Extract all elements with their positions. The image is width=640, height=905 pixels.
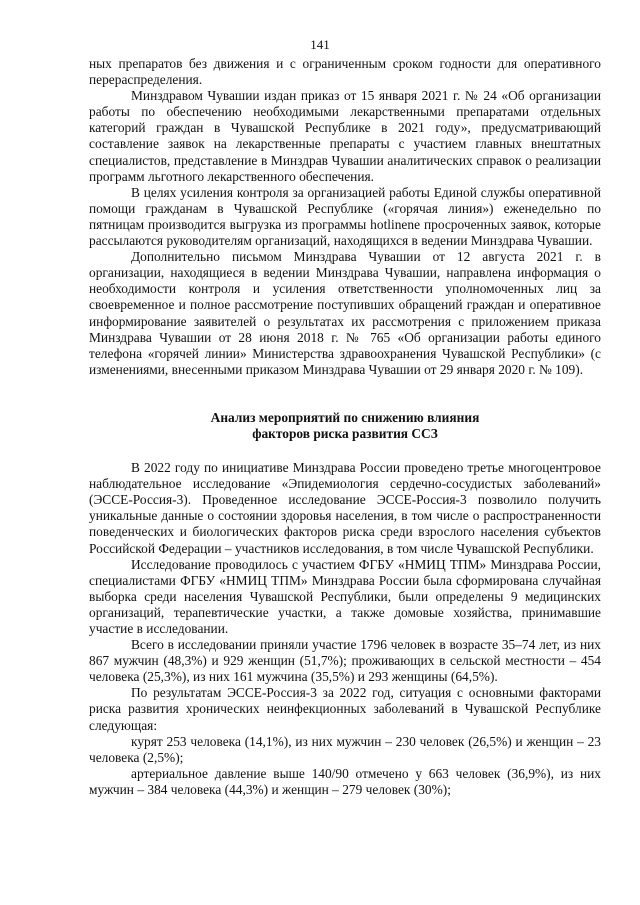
bottom-section	[89, 460, 601, 798]
section-heading-line-1: Анализ мероприятий по снижению влияния	[210, 409, 480, 425]
paragraph: Исследование проводилось с участием ФГБУ «НМИЦ ТПМ» Минздрава России, специалистами ФГБУ «НМИЦ ТПМ» Минздрава России была сформирована случайная выборка среди населения Чувашской Республики, были определены 9 медицинских организаций, терапевтические участки, а также домовые хозяйства, принимавшие участие в исследовании.	[89, 556, 601, 636]
paragraph: Минздравом Чувашии издан приказ от 15 января 2021 г. № 24 «Об организации работы по обеспечению необходимыми лекарственными препаратами отдельных категорий граждан в Чувашской Республике в 2021 году», предусматривающий составление заявок на лекарственные препараты с участием главных внештатных специалистов, представление в Минздрав Чувашии аналитических справок о реализации программ льготного лекарственного обеспечения.	[89, 88, 601, 184]
page-number: 141	[310, 37, 330, 52]
paragraph: В 2022 году по инициативе Минздрава России проведено третье многоцентровое наблюдательное исследование «Эпидемиология сердечно-сосудистых заболеваний» (ЭССЕ-Россия-3). Проведенное исследование ЭССЕ-Россия-3 позволило получить уникальные данные о состоянии здоровья населения, в том числе о распространенности поведенческих и биологических факторов риска среди взрослого населения субъектов Российской Федерации – участников исследования, в том числе Чувашской Республики.	[89, 460, 601, 556]
paragraph: По результатам ЭССЕ-Россия-3 за 2022 год, ситуация с основными факторами риска развития хронических неинфекционных заболеваний в Чувашской Республике следующая:	[89, 685, 601, 733]
paragraph: ных препаратов без движения и с ограниченным сроком годности для оперативного перераспределения.	[89, 56, 601, 88]
document-body	[89, 56, 601, 798]
top-section	[89, 56, 601, 378]
section-heading-line-2: факторов риска развития ССЗ	[252, 425, 438, 441]
paragraph: В целях усиления контроля за организацией работы Единой службы оперативной помощи гражданам в Чувашской Республике («горячая линия») еженедельно по пятницам производится выгрузка из программы hotlinene просроченных заявок, которые рассылаются руководителям организаций, находящихся в ведении Минздрава Чувашии.	[89, 184, 601, 249]
paragraph: Дополнительно письмом Минздрава Чувашии от 12 августа 2021 г. в организации, находящиеся в ведении Минздрава Чувашии, направлена информация о необходимости контроля и усиления ответственности уполномоченных лиц за своевременное и полное рассмотрение поступивших обращений граждан и оперативное информирование заявителей о результатах их рассмотрения с приложением приказа Минздрава Чувашии от 28 июня 2018 г. № 765 «Об организации работы единого телефона «горячей линии» Министерства здравоохранения Чувашской Республики» (с изменениями, внесенными приказом Минздрава Чувашии от 29 января 2020 г. № 109).	[89, 249, 601, 377]
list-paragraph: артериальное давление выше 140/90 отмечено у 663 человек (36,9%), из них мужчин – 384 человека (44,3%) и женщин – 279 человек (30%);	[89, 765, 601, 797]
list-paragraph: курят 253 человека (14,1%), из них мужчин – 230 человек (26,5%) и женщин – 23 человека (2,5%);	[89, 733, 601, 765]
paragraph: Всего в исследовании приняли участие 1796 человек в возрасте 35–74 лет, из них 867 мужчин (48,3%) и 929 женщин (51,7%); проживающих в сельской местности – 454 человека (25,3%), из них 161 мужчина (35,5%) и 293 женщины (64,5%).	[89, 637, 601, 685]
